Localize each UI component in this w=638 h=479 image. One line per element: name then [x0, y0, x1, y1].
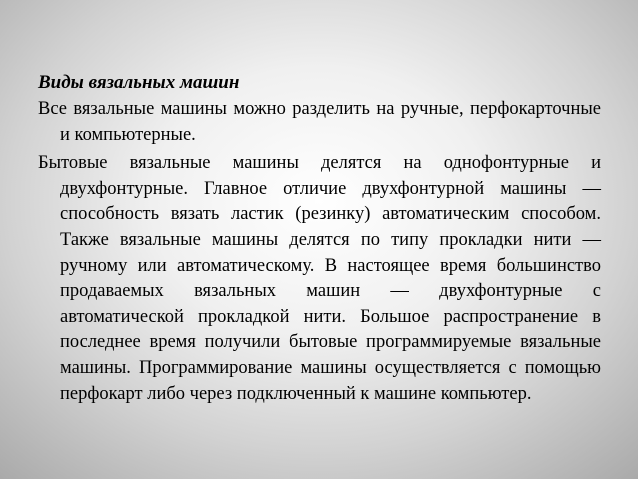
paragraph-household: Бытовые вязальные машины делятся на однофонтурные и двухфонтурные. Главное отличие двухфонтурной машины — способность вязать ластик (резинку) автоматическим способом. Также вязальные машины делятся по типу прокладки нити — ручному или автоматическому. В настоящее время большинство продаваемых вязальных машин — двухфонтурные с автоматической прокладкой нити. Большое распространение в последнее время получили бытовые программируемые вязальные машины. Программирование машины осуществляется с помощью перфокарт либо через подключенный к машине компьютер.: [38, 153, 601, 404]
slide-heading: Виды вязальных машин: [38, 72, 240, 93]
slide-content: [38, 70, 601, 410]
paragraph-types: Все вязальные машины можно разделить на ручные, перфокарточные и компьютерные.: [38, 99, 601, 145]
